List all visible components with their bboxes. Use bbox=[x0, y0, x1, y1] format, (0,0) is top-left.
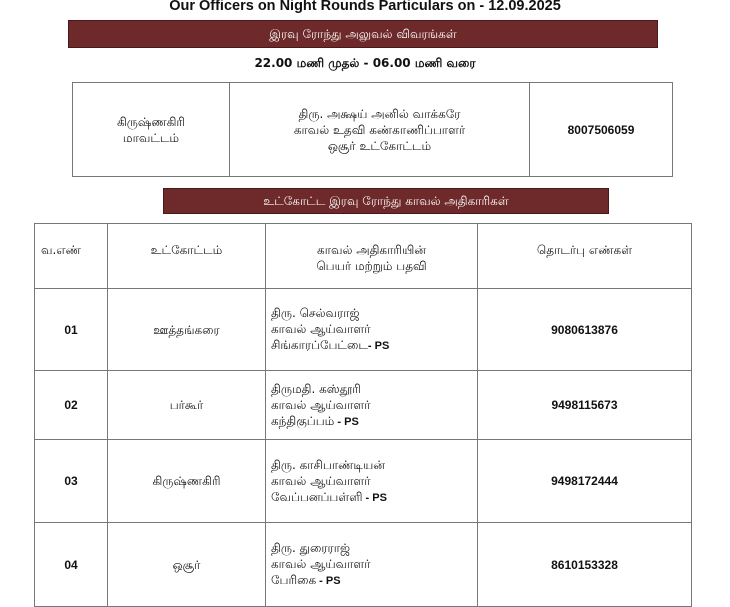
officer-station bbox=[271, 413, 477, 430]
time-range: 22.00 மணி முதல் - 06.00 மணி வரை bbox=[254, 56, 476, 70]
phone-cell: 9498172444 bbox=[478, 440, 692, 523]
subdivision-cell: ஒசூர் bbox=[108, 523, 266, 607]
officer-designation: காவல் ஆய்வாளர் bbox=[271, 473, 371, 488]
district-officer-subdivision: ஒசூர் உட்கோட்டம் bbox=[327, 138, 432, 153]
officer-header-line2: பெயர் மற்றும் பதவி bbox=[316, 259, 427, 273]
table-row bbox=[35, 440, 692, 523]
district-name-line1: கிருஷ்ணகிரி bbox=[116, 114, 186, 129]
station-name: சிங்காரப்பேட்டை bbox=[271, 338, 368, 352]
officer-station bbox=[271, 337, 477, 354]
district-officer-phone: 8007506059 bbox=[530, 83, 673, 177]
contact-header: தொடர்பு எண்கள் bbox=[478, 224, 692, 289]
station-name: கந்திகுப்பம் bbox=[271, 413, 335, 428]
officer-designation: காவல் ஆய்வாளர் bbox=[271, 397, 371, 412]
officer-header bbox=[266, 224, 478, 289]
subdivision-cell: ஊத்தங்கரை bbox=[108, 289, 266, 371]
serial-cell: 03 bbox=[35, 440, 108, 523]
serial-cell: 02 bbox=[35, 371, 108, 440]
officer-header-line1: காவல் அதிகாரியின் bbox=[317, 243, 426, 257]
table-row bbox=[35, 523, 692, 607]
district-officer-designation: காவல் உதவி கண்காணிப்பாளர் bbox=[293, 122, 466, 137]
district-officer-name: திரு. அக்ஷய் அனில் வாக்கரே bbox=[298, 106, 461, 121]
subdivision-cell: கிருஷ்ணகிரி bbox=[108, 440, 266, 523]
phone-cell: 8610153328 bbox=[478, 523, 692, 607]
district-officer-row bbox=[73, 83, 673, 177]
station-name: வேப்பனப்பள்ளி bbox=[271, 489, 363, 504]
district-name-cell bbox=[73, 83, 230, 177]
officer-name: திரு. காசிபாண்டியன் bbox=[271, 457, 385, 472]
page-title: Our Officers on Night Rounds Particulars on - 12.09.2025 bbox=[169, 0, 561, 14]
subdivision-cell: பர்கூர் bbox=[108, 371, 266, 440]
table-row bbox=[35, 289, 692, 371]
officer-station bbox=[271, 572, 477, 589]
officer-cell bbox=[266, 371, 478, 440]
subdivision-header: உட்கோட்டம் bbox=[108, 224, 266, 289]
serial-cell: 01 bbox=[35, 289, 108, 371]
station-suffix: - PS bbox=[367, 340, 390, 352]
subdivision-officers-banner: உட்கோட்ட இரவு ரோந்து காவல் அதிகாரிகள் bbox=[163, 188, 609, 214]
serial-cell: 04 bbox=[35, 523, 108, 607]
subdivision-officers-table bbox=[34, 223, 692, 607]
night-rounds-banner: இரவு ரோந்து அலுவல் விவரங்கள் bbox=[68, 20, 658, 48]
station-suffix: - PS bbox=[362, 491, 387, 504]
officer-cell bbox=[266, 523, 478, 607]
district-name-line2: மாவட்டம் bbox=[122, 130, 180, 145]
station-name: பேரிகை bbox=[271, 573, 317, 587]
officer-designation: காவல் ஆய்வாளர் bbox=[271, 322, 371, 336]
station-suffix: - PS bbox=[316, 575, 341, 587]
phone-cell: 9498115673 bbox=[478, 371, 692, 440]
officer-cell bbox=[266, 440, 478, 523]
serial-header: வ.எண் bbox=[35, 224, 108, 289]
officer-cell bbox=[266, 289, 478, 371]
officer-name: திருமதி. கஸ்தூரி bbox=[271, 381, 361, 396]
officer-name: திரு. துரைராஜ் bbox=[271, 541, 351, 555]
officer-name: திரு. செல்வராஜ் bbox=[271, 306, 360, 320]
table-row bbox=[35, 371, 692, 440]
officer-designation: காவல் ஆய்வாளர் bbox=[271, 557, 371, 571]
district-officer-cell bbox=[230, 83, 530, 177]
station-suffix: - PS bbox=[334, 415, 359, 428]
table-header-row bbox=[35, 224, 692, 289]
officer-station bbox=[271, 489, 477, 506]
district-officer-table bbox=[72, 82, 673, 177]
phone-cell: 9080613876 bbox=[478, 289, 692, 371]
